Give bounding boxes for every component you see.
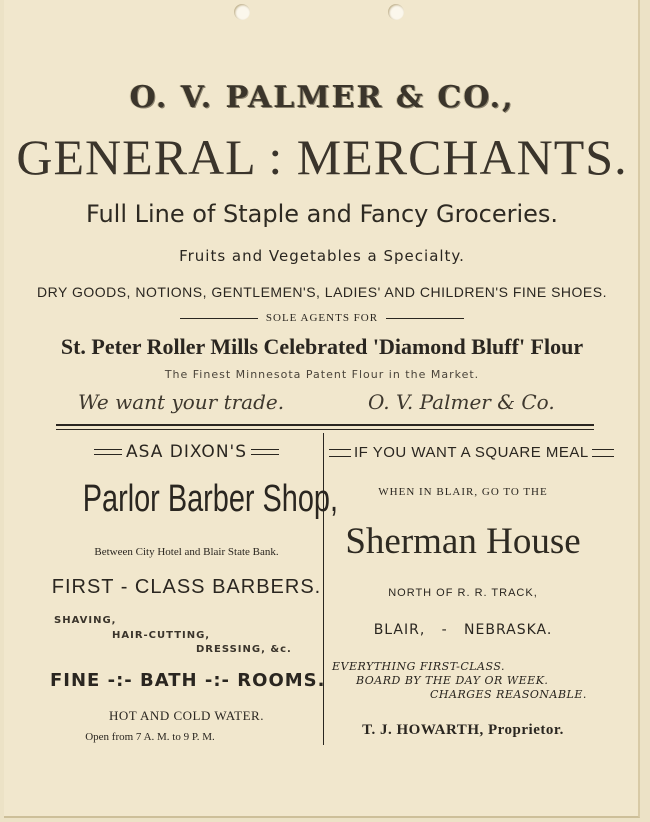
charges-reasonable: CHARGES REASONABLE.	[430, 688, 587, 701]
sole-agents-text: SOLE AGENTS FOR	[265, 312, 379, 324]
service-shaving: SHAVING,	[54, 615, 117, 626]
hotel-name: Sherman House	[345, 521, 581, 562]
hotel-location: NORTH OF R. R. TRACK,	[388, 587, 538, 599]
flour-line: St. Peter Roller Mills Celebrated 'Diamond Bluff' Flour	[60, 334, 584, 359]
groceries-line: Full Line of Staple and Fancy Groceries.	[85, 200, 559, 228]
advertisement-page	[4, 0, 640, 818]
board-terms: BOARD BY THE DAY OR WEEK.	[356, 674, 549, 687]
hotel-proprietor: T. J. HOWARTH, Proprietor.	[362, 722, 564, 738]
rule-ornament	[329, 449, 351, 457]
firm-name: O. V. PALMER & CO.,	[129, 80, 515, 115]
barber-location: Between City Hotel and Blair State Bank.	[94, 546, 279, 558]
binder-hole	[234, 4, 250, 20]
dry-goods-line: DRY GOODS, NOTIONS, GENTLEMEN'S, LADIES' AND CHILDREN'S FINE SHOES.	[37, 284, 607, 300]
square-meal-text: IF YOU WANT A SQUARE MEAL	[354, 444, 589, 461]
square-meal-line	[326, 444, 600, 461]
palmer-signature: O. V. Palmer & Co.	[368, 390, 555, 414]
rule-ornament	[592, 449, 614, 457]
barber-shop-name: Parlor Barber Shop,	[82, 478, 339, 520]
sole-agents-line	[4, 312, 640, 324]
service-dressing: DRESSING, &c.	[196, 644, 292, 655]
bath-rooms: FINE -:- BATH -:- ROOMS.	[50, 670, 326, 691]
trade-heading: GENERAL : MERCHANTS.	[16, 129, 628, 185]
section-divider	[56, 424, 594, 430]
everything-first-class: EVERYTHING FIRST-CLASS.	[332, 660, 505, 673]
when-in-blair: WHEN IN BLAIR, GO TO THE	[378, 486, 548, 498]
fruits-line: Fruits and Vegetables a Specialty.	[179, 247, 465, 265]
binder-hole	[388, 4, 404, 20]
barber-owner-text: ASA DIXON'S	[126, 442, 247, 462]
hotel-city: BLAIR, - NEBRASKA.	[373, 622, 553, 638]
hot-cold-water: HOT AND COLD WATER.	[109, 708, 264, 723]
rule-ornament	[251, 449, 279, 455]
rule-ornament	[386, 318, 464, 319]
service-haircutting: HAIR-CUTTING,	[112, 630, 211, 641]
rule-ornament	[94, 449, 122, 455]
opening-hours: Open from 7 A. M. to 9 P. M.	[85, 731, 215, 743]
barber-owner	[50, 442, 323, 462]
first-class-barbers: FIRST - CLASS BARBERS.	[51, 576, 322, 598]
finest-flour-line: The Finest Minnesota Patent Flour in the Market.	[164, 368, 480, 381]
rule-ornament	[180, 318, 258, 319]
want-trade-script: We want your trade.	[78, 390, 285, 414]
